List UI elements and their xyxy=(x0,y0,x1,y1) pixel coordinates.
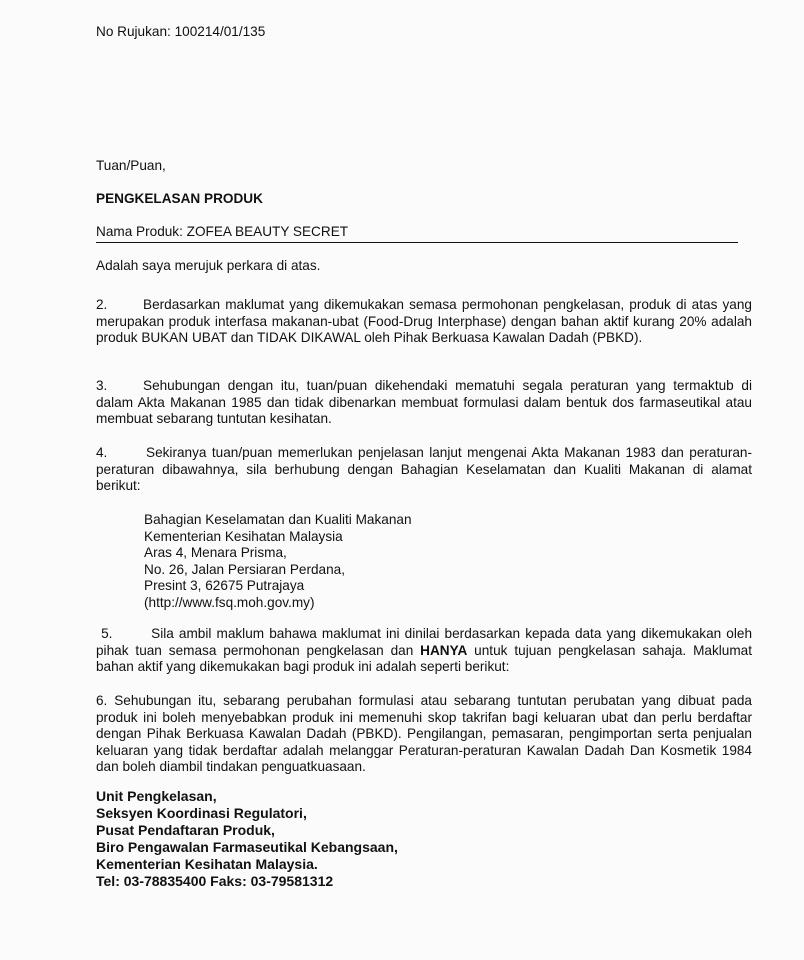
address-block xyxy=(144,512,412,611)
address-website: (http://www.fsq.moh.gov.my) xyxy=(144,594,315,610)
reference-number: No Rujukan: 100214/01/135 xyxy=(96,24,266,39)
paragraph-3 xyxy=(96,378,752,428)
address-line: Presint 3, 62675 Putrajaya xyxy=(144,578,305,593)
paragraph-2 xyxy=(96,297,752,347)
signature-line: Seksyen Koordinasi Regulatori, xyxy=(96,805,307,821)
address-line: Bahagian Keselamatan dan Kualiti Makanan xyxy=(144,512,412,527)
paragraph-4-number: 4. xyxy=(96,445,108,460)
signature-block xyxy=(96,788,398,890)
address-line: Kementerian Kesihatan Malaysia xyxy=(144,528,343,544)
paragraph-4-text: Sekiranya tuan/puan memerlukan penjelasan lanjut mengenai Akta Makanan 1983 dan peraturan-peraturan dibawahnya, sila berhubung dengan Bahagian Keselamatan dan Kualiti Makanan di alamat berikut: xyxy=(96,445,752,493)
paragraph-2-number: 2. xyxy=(96,297,108,312)
product-name: Nama Produk: ZOFEA BEAUTY SECRET xyxy=(96,224,738,243)
signature-line: Kementerian Kesihatan Malaysia. xyxy=(96,856,318,872)
paragraph-5-text-b: untuk tujuan pengkelasan sahaja. Maklumat bahan aktif yang dikemukakan bagi produk ini adalah seperti berikut: xyxy=(96,642,752,674)
paragraph-3-text: Sehubungan dengan itu, tuan/puan dikehendaki mematuhi segala peraturan yang termaktub di dalam Akta Makanan 1985 dan tidak dibenarkan membuat formulasi dalam bentuk dos farmaseutikal atau membuat sebarang tuntutan kesihatan. xyxy=(96,378,752,426)
paragraph-5-emphasis: HANYA xyxy=(420,642,468,658)
paragraph-5-number: 5. xyxy=(101,626,113,641)
paragraph-4 xyxy=(96,445,752,495)
subject-heading: PENGKELASAN PRODUK xyxy=(96,191,263,206)
signature-line: Biro Pengawalan Farmaseutikal Kebangsaan, xyxy=(96,839,398,855)
paragraph-5-text-a: Sila ambil maklum bahawa maklumat ini dinilai berdasarkan kepada data yang dikemukakan oleh pihak tuan semasa permohonan pengkelasan dan xyxy=(96,626,753,658)
address-line: No. 26, Jalan Persiaran Perdana, xyxy=(144,561,346,577)
signature-line: Unit Pengkelasan, xyxy=(96,788,217,804)
paragraph-6: 6. Sehubungan itu, sebarang perubahan formulasi atau sebarang tuntutan perubatan yang dibuat pada produk ini boleh menyebabkan produk ini memenuhi skop takrifan bagi keluaran ubat dan perlu berdaftar dengan Pihak Berkuasa Kawalan Dadah (PBKD). Pengilangan, pemasaran, pengimportan serta penjualan keluaran yang tidak berdaftar adalah melanggar Peraturan-peraturan Kawalan Dadah Dan Kosmetik 1984 dan boleh diambil tindakan penguatkuasaan. xyxy=(96,693,752,774)
address-line: Aras 4, Menara Prisma, xyxy=(144,545,287,560)
paragraph-3-number: 3. xyxy=(96,378,108,393)
paragraph-5 xyxy=(96,626,752,676)
signature-line: Pusat Pendaftaran Produk, xyxy=(96,822,275,838)
signature-contact: Tel: 03-78835400 Faks: 03-79581312 xyxy=(96,873,334,889)
intro-line: Adalah saya merujuk perkara di atas. xyxy=(96,258,321,273)
salutation: Tuan/Puan, xyxy=(96,158,166,173)
paragraph-2-text: Berdasarkan maklumat yang dikemukakan semasa permohonan pengkelasan, produk di atas yang merupakan produk interfasa makanan-ubat (Food-Drug Interphase) dengan bahan aktif kurang 20% adalah produk BUKAN UBAT dan TIDAK DIKAWAL oleh Pihak Berkuasa Kawalan Dadah (PBKD). xyxy=(96,297,752,345)
